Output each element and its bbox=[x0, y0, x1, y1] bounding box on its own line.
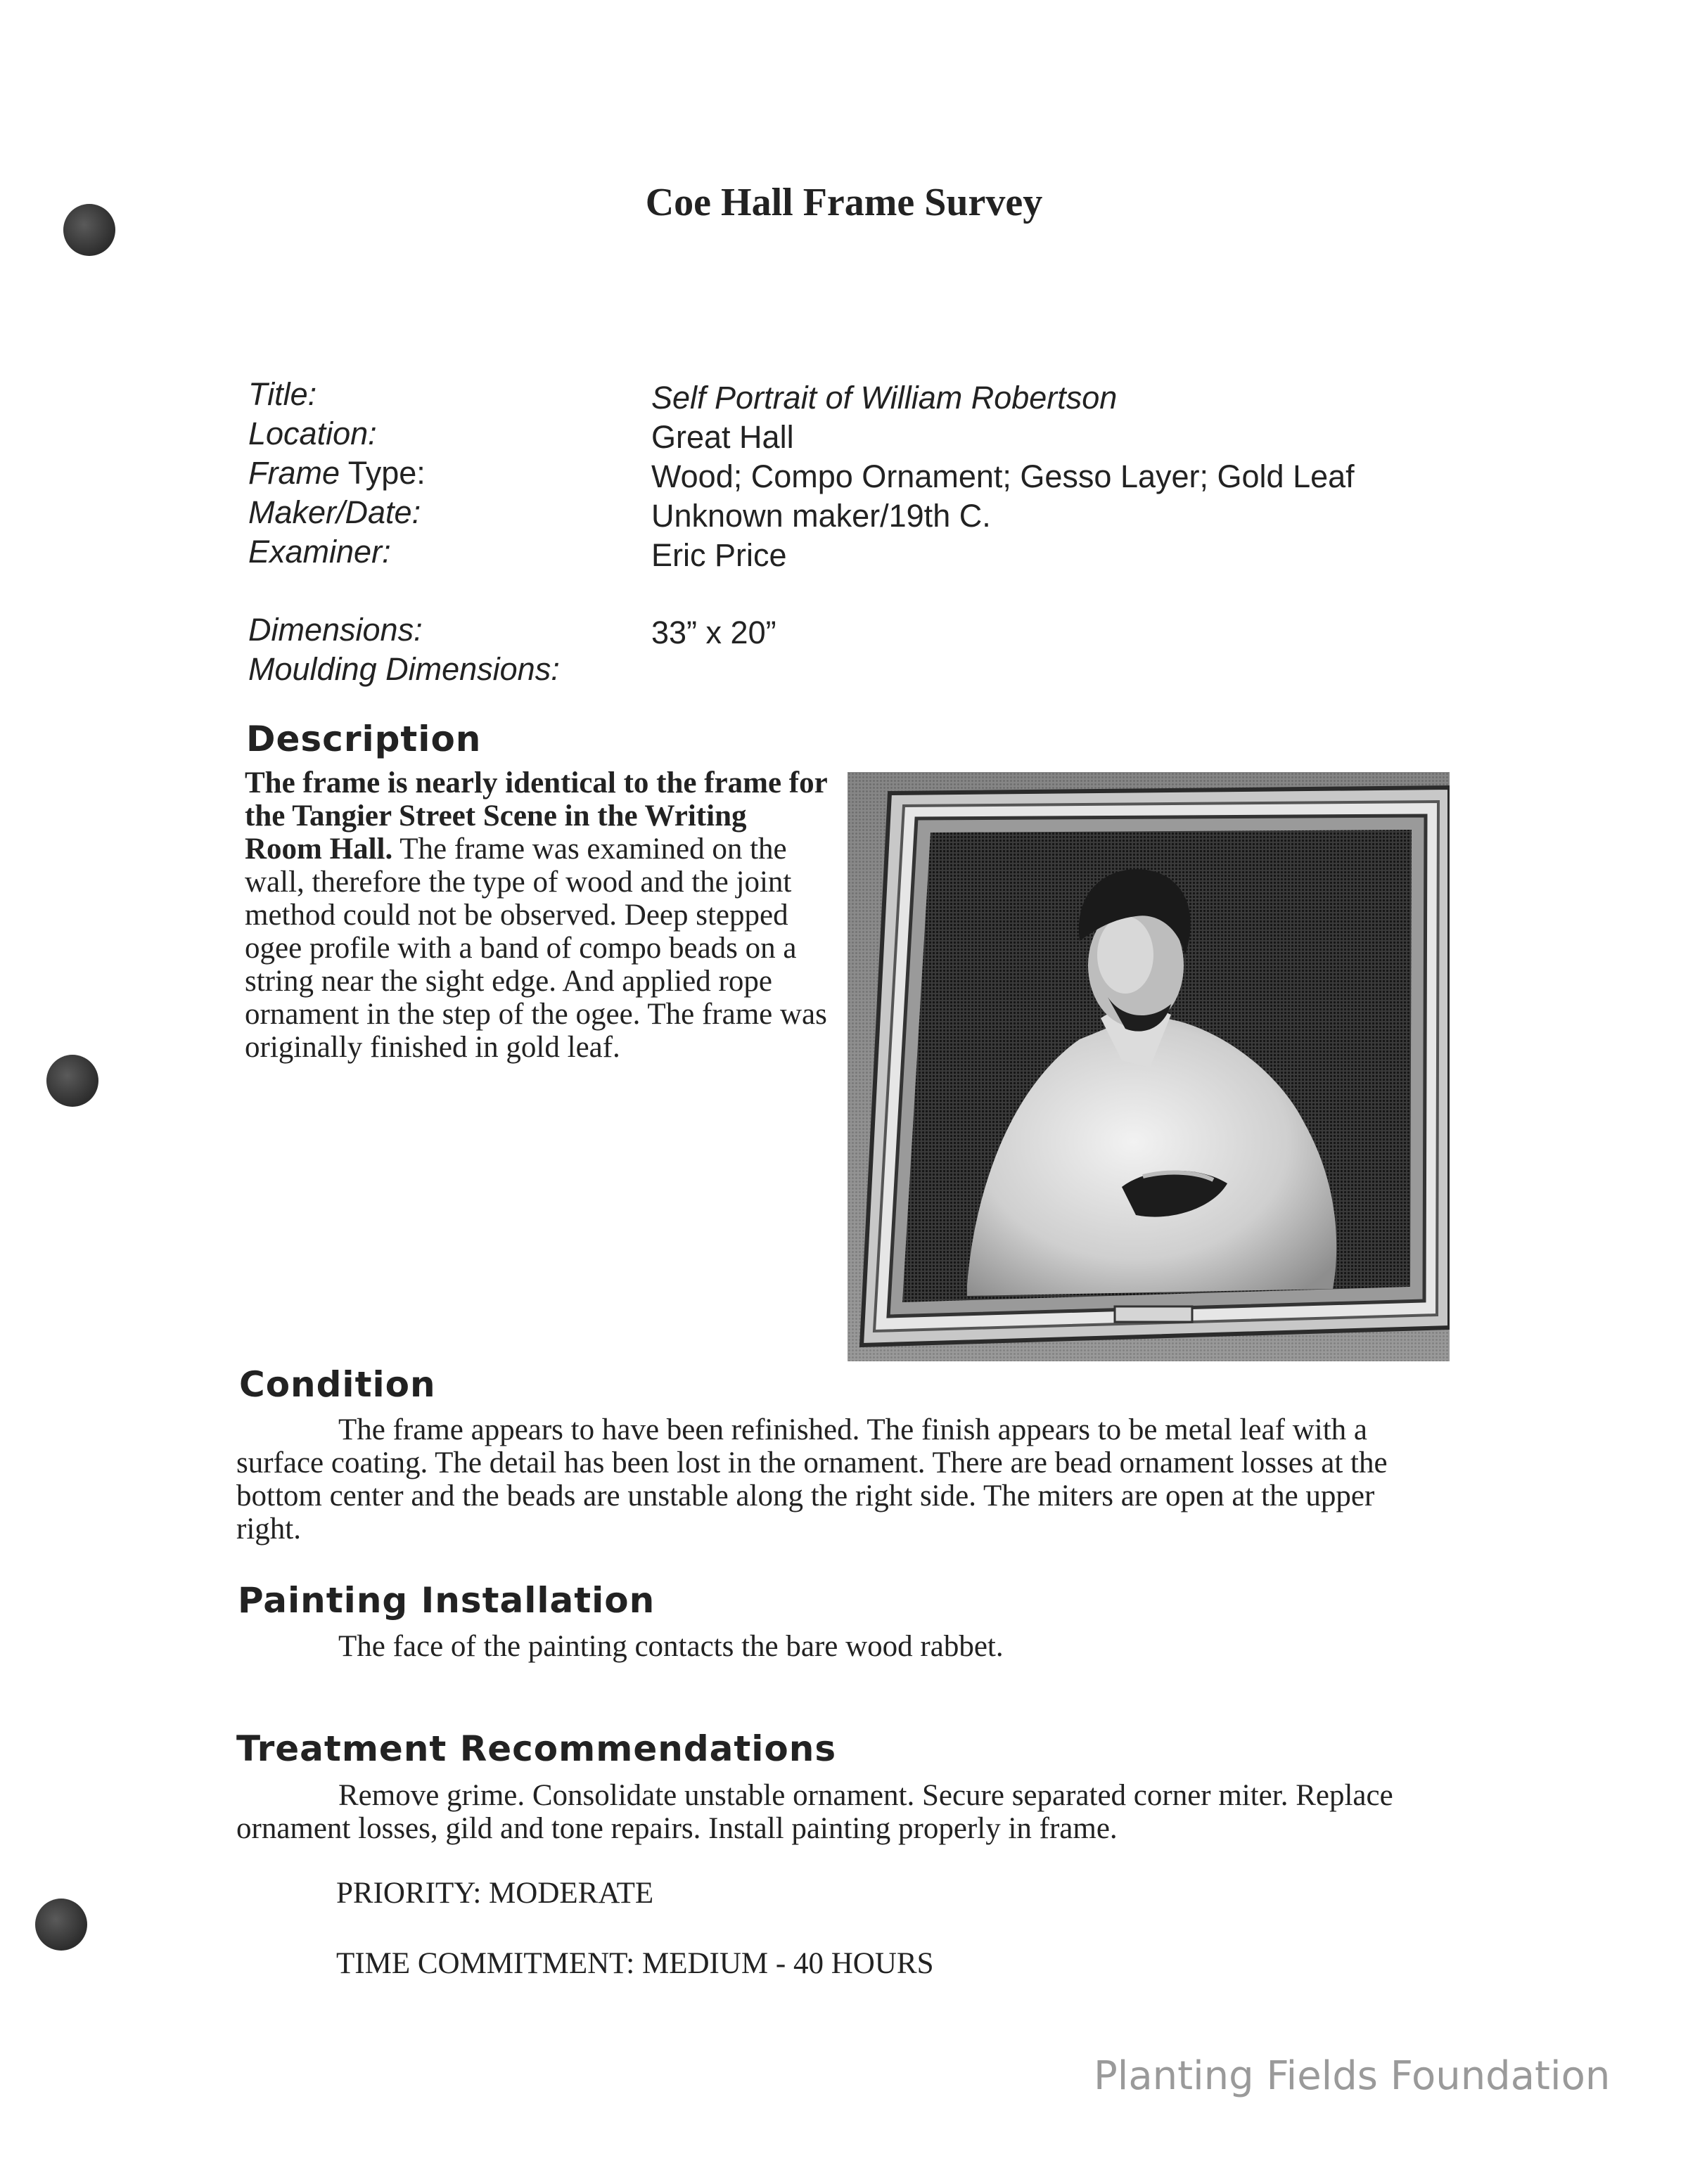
time-commitment-text: TIME COMMITMENT: MEDIUM - 40 HOURS bbox=[336, 1947, 934, 1980]
description-text bbox=[245, 766, 829, 1064]
frame-type-label-rest: Type: bbox=[340, 455, 426, 491]
frame-type-label bbox=[248, 455, 426, 492]
treatment-heading: Treatment Recommendations bbox=[236, 1728, 837, 1769]
description-heading: Description bbox=[246, 719, 482, 759]
examiner-label: Examiner: bbox=[248, 534, 391, 570]
dimensions-value: 33” x 20” bbox=[651, 615, 776, 650]
title-value: Self Portrait of William Robertson bbox=[651, 380, 1118, 416]
document-title: Coe Hall Frame Survey bbox=[645, 181, 1043, 224]
dimensions-label: Dimensions: bbox=[248, 612, 423, 648]
maker-date-label: Maker/Date: bbox=[248, 494, 421, 530]
installation-text: The face of the painting contacts the bare wood rabbet. bbox=[338, 1630, 1004, 1663]
punch-hole bbox=[35, 1899, 87, 1951]
condition-text: The frame appears to have been refinished. The finish appears to be metal leaf with a surface coating. The detail has been lost in the ornament. There are bead ornament losses at the bottom center and the beads are unstable along the right side. The miters are open at the upper right. bbox=[236, 1413, 1388, 1546]
title-label: Title: bbox=[248, 376, 317, 412]
location-label: Location: bbox=[248, 416, 377, 451]
moulding-dimensions-label: Moulding Dimensions: bbox=[248, 651, 560, 687]
frame-type-label-italic: Frame bbox=[248, 455, 340, 491]
treatment-text: Remove grime. Consolidate unstable ornament. Secure separated corner miter. Replace ornament losses, gild and tone repairs. Install painting properly in frame. bbox=[236, 1779, 1393, 1845]
installation-heading: Painting Installation bbox=[238, 1580, 656, 1621]
footer-watermark: Planting Fields Foundation bbox=[1094, 2053, 1611, 2099]
priority-text: PRIORITY: MODERATE bbox=[336, 1877, 654, 1910]
examiner-value: Eric Price bbox=[651, 537, 787, 573]
description-lead: The frame is nearly identical to the frame for the Tangier Street Scene in the Writing Room Hall. bbox=[245, 766, 827, 866]
location-value: Great Hall bbox=[651, 419, 794, 455]
condition-heading: Condition bbox=[239, 1364, 436, 1405]
portrait-photo bbox=[848, 772, 1450, 1361]
frame-type-value: Wood; Compo Ornament; Gesso Layer; Gold Leaf bbox=[651, 458, 1355, 494]
punch-hole bbox=[46, 1055, 98, 1107]
maker-date-value: Unknown maker/19th C. bbox=[651, 498, 991, 534]
description-body: The frame was examined on the wall, therefore the type of wood and the joint method could not be observed. Deep stepped ogee profile with a band of compo beads on a string near the sight edge. And applied rope ornament in the step of the ogee. The frame was originally finished in gold leaf. bbox=[245, 833, 827, 1064]
